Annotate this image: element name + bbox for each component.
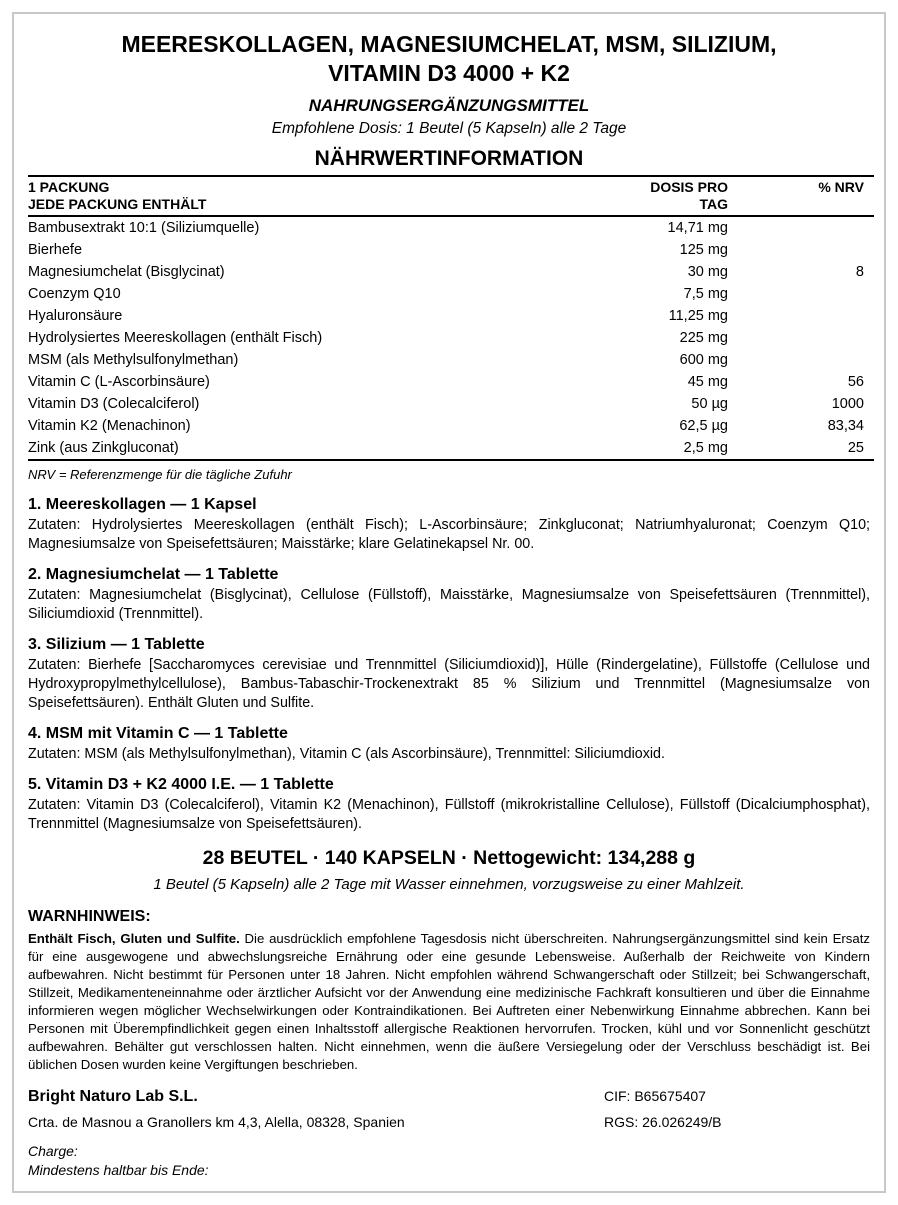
nutrition-row xyxy=(28,283,874,305)
column-header-dose-line-2: TAG xyxy=(699,196,728,212)
ingredient-nrv xyxy=(728,283,874,305)
batch-best-before: Mindestens haltbar bis Ende: xyxy=(28,1162,209,1178)
ingredient-name: Vitamin K2 (Menachinon) xyxy=(28,418,191,434)
ingredient-dose: 30 mg xyxy=(687,264,728,280)
section-ingredients: Zutaten: Vitamin D3 (Colecalciferol), Vitamin K2 (Menachinon), Füllstoff (mikrokristalline Cellulose), Füllstoff (Dicalciumphosphat), Trennmittel (Magnesiumsalze von Speisefettsäuren). xyxy=(28,797,870,832)
ingredient-nrv xyxy=(728,239,874,261)
section-ingredients: Zutaten: MSM (als Methylsulfonylmethan), Vitamin C (als Ascorbinsäure), Trennmittel: Siliciumdioxid. xyxy=(28,746,665,762)
section-ingredients: Zutaten: Magnesiumchelat (Bisglycinat), Cellulose (Füllstoff), Maisstärke, Magnesiumsalze von Speisefettsäuren (Trennmittel), Siliciumdioxid (Trennmittel). xyxy=(28,587,870,622)
ingredient-name: Coenzym Q10 xyxy=(28,286,121,302)
ingredient-nrv xyxy=(728,327,874,349)
nutrition-row xyxy=(28,305,874,327)
ingredient-dose: 14,71 mg xyxy=(667,220,728,236)
product-title-line-1: MEERESKOLLAGEN, MAGNESIUMCHELAT, MSM, SILIZIUM, xyxy=(121,31,777,57)
section-heading: 3. Silizium — 1 Tablette xyxy=(28,636,205,653)
ingredient-name: Hyaluronsäure xyxy=(28,308,123,324)
company-address: Crta. de Masnou a Granollers km 4,3, Alella, 08328, Spanien xyxy=(28,1114,405,1130)
column-header-ingredient-line-2: JEDE PACKUNG ENTHÄLT xyxy=(28,196,207,212)
nutrition-table-body xyxy=(28,216,874,460)
section-heading: 1. Meereskollagen — 1 Kapsel xyxy=(28,496,257,513)
nutrition-table xyxy=(28,175,874,461)
ingredient-section xyxy=(28,775,870,834)
recommended-dose: Empfohlene Dosis: 1 Beutel (5 Kapseln) alle 2 Tage xyxy=(271,120,627,137)
nutrition-row xyxy=(28,261,874,283)
ingredient-name: Zink (aus Zinkgluconat) xyxy=(28,437,628,460)
ingredient-nrv xyxy=(728,305,874,327)
warning-text xyxy=(28,930,870,1074)
ingredient-nrv: 8 xyxy=(855,264,864,280)
section-heading: 4. MSM mit Vitamin C — 1 Tablette xyxy=(28,725,288,742)
ingredient-section xyxy=(28,635,870,713)
company-name: Bright Naturo Lab S.L. xyxy=(28,1088,198,1105)
ingredient-dose: 45 mg xyxy=(687,374,728,390)
ingredient-name: Vitamin D3 (Colecalciferol) xyxy=(28,396,200,412)
product-title-line-2: VITAMIN D3 4000 + K2 xyxy=(328,60,570,86)
warning-allergens: Enthält Fisch, Gluten und Sulfite. xyxy=(28,931,240,946)
company-cif: CIF: B65675407 xyxy=(604,1088,706,1104)
nutrition-row xyxy=(28,349,874,371)
ingredient-name: Hydrolysiertes Meereskollagen (enthält Fisch) xyxy=(28,330,323,346)
ingredient-name: Vitamin C (L-Ascorbinsäure) xyxy=(28,374,210,390)
nutrition-row xyxy=(28,415,874,437)
ingredient-section xyxy=(28,495,870,554)
ingredient-nrv: 56 xyxy=(847,374,864,390)
section-ingredients: Zutaten: Bierhefe [Saccharomyces cerevisiae und Trennmittel (Siliciumdioxid)], Hülle (Rindergelatine), Füllstoffe (Cellulose und Hydroxypropylmethylcellulose), Bambus-Tabaschir-Trockenextrakt 85 % Silizium und Trennmittel (Magnesiumsalze von Speisefettsäuren). Enthält Gluten und Sulfite. xyxy=(28,657,870,711)
ingredient-nrv: 1000 xyxy=(831,396,864,412)
column-header-dose-line-1: DOSIS PRO xyxy=(650,179,728,195)
product-title xyxy=(28,30,870,88)
column-header-ingredient xyxy=(28,176,628,216)
ingredient-name: Magnesiumchelat (Bisglycinat) xyxy=(28,264,225,280)
product-category: NAHRUNGSERGÄNZUNGSMITTEL xyxy=(308,96,590,115)
section-heading: 2. Magnesiumchelat — 1 Tablette xyxy=(28,566,279,583)
nutrition-row xyxy=(28,437,874,460)
batch-info xyxy=(28,1142,870,1180)
ingredient-dose: 600 mg xyxy=(679,352,728,368)
section-ingredients: Zutaten: Hydrolysiertes Meereskollagen (enthält Fisch); L-Ascorbinsäure; Zinkgluconat; Natriumhyaluronat; Coenzym Q10; Magnesiumsalze von Speisefettsäuren; Maisstärke; klare Gelatinekapsel Nr. 00. xyxy=(28,517,870,552)
ingredient-nrv xyxy=(728,216,874,239)
package-summary: 28 BEUTEL · 140 KAPSELN · Nettogewicht: 134,288 g xyxy=(202,847,696,869)
product-label xyxy=(12,12,886,1193)
ingredient-dose: 11,25 mg xyxy=(668,308,728,324)
ingredient-name: MSM (als Methylsulfonylmethan) xyxy=(28,352,239,368)
usage-instructions: 1 Beutel (5 Kapseln) alle 2 Tage mit Wasser einnehmen, vorzugsweise zu einer Mahlzeit. xyxy=(153,876,745,893)
ingredient-nrv: 25 xyxy=(728,437,874,460)
batch-charge: Charge: xyxy=(28,1143,78,1159)
section-heading: 5. Vitamin D3 + K2 4000 I.E. — 1 Tablette xyxy=(28,776,334,793)
ingredient-sections xyxy=(28,495,870,834)
nutrition-table-header xyxy=(28,176,874,216)
ingredient-section xyxy=(28,724,870,764)
ingredient-dose: 50 µg xyxy=(691,396,728,412)
nrv-footnote: NRV = Referenzmenge für die tägliche Zufuhr xyxy=(28,467,292,482)
column-header-ingredient-line-1: 1 PACKUNG xyxy=(28,179,110,195)
column-header-dose xyxy=(628,176,728,216)
ingredient-nrv xyxy=(728,349,874,371)
warning-title: WARNHINWEIS: xyxy=(28,908,151,925)
ingredient-dose: 225 mg xyxy=(679,330,728,346)
ingredient-nrv: 83,34 xyxy=(827,418,864,434)
nutrition-heading: NÄHRWERTINFORMATION xyxy=(314,147,584,170)
nutrition-row xyxy=(28,239,874,261)
column-header-nrv: % NRV xyxy=(728,176,874,216)
ingredient-dose: 2,5 mg xyxy=(628,437,728,460)
ingredient-dose: 62,5 µg xyxy=(679,418,728,434)
nutrition-row xyxy=(28,393,874,415)
nutrition-row xyxy=(28,327,874,349)
company-rgs: RGS: 26.026249/B xyxy=(604,1114,722,1130)
ingredient-section xyxy=(28,565,870,624)
ingredient-name: Bambusextrakt 10:1 (Siliziumquelle) xyxy=(28,220,260,236)
nutrition-row xyxy=(28,371,874,393)
nutrition-row xyxy=(28,216,874,239)
ingredient-dose: 125 mg xyxy=(679,242,728,258)
warning-body: Die ausdrücklich empfohlene Tagesdosis nicht überschreiten. Nahrungsergänzungsmittel sind kein Ersatz für eine ausgewogene und abwechslungsreiche Ernährung oder eine gesunde Lebensweise. Außerhalb der Reichweite von Kindern aufbewahren. Nicht bestimmt für Personen unter 18 Jahren. Nicht empfohlen während Schwangerschaft oder Stillzeit; bei Schwangerschaft, Stillzeit, Medikamenteneinnahme oder ärztlicher Aufsicht vor der Anwendung eine medizinische Fachkraft konsultieren und über die Einnahme informieren wegen möglicher Wechselwirkungen oder Kontraindikationen. Bei Auftreten einer Nebenwirkung Einnahme abbrechen. Kann bei Personen mit Überempfindlichkeit gegen einen Inhaltsstoff allergische Reaktionen hervorrufen. Trocken, kühl und vor Sonnenlicht geschützt aufbewahren. Behälter gut verschlossen halten. Nicht einnehmen, wenn die äußere Versiegelung oder der Verschluss beschädigt ist. Bei üblichen Dosen wurden keine Vergiftungen beschrieben. xyxy=(28,931,870,1072)
ingredient-name: Bierhefe xyxy=(28,242,83,258)
ingredient-dose: 7,5 mg xyxy=(683,286,728,302)
company-info xyxy=(28,1086,870,1134)
